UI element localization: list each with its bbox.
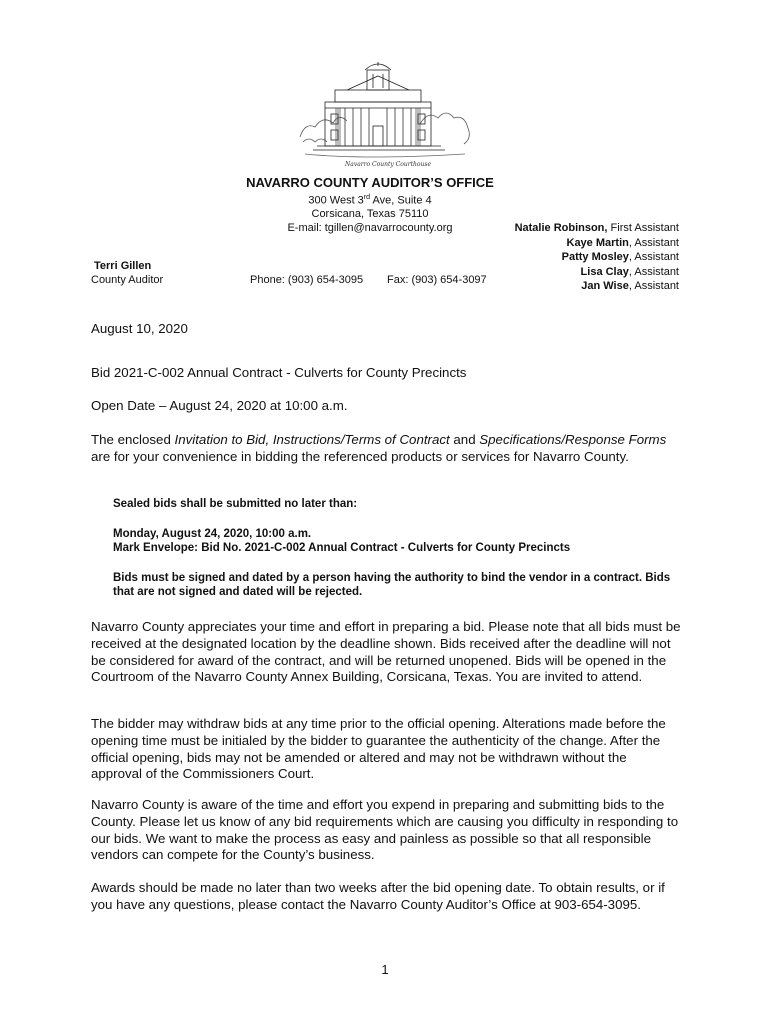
logo-caption: Navarro County Courthouse	[345, 161, 432, 168]
staff-item: Patty Mosley, Assistant	[561, 251, 679, 264]
intro-paragraph: The enclosed Invitation to Bid, Instructions/Terms of Contract and Specifications/Response Forms are for your convenience in bidding the referenced products or services for Navarro County.	[91, 432, 667, 464]
bid-deadline: Monday, August 24, 2020, 10:00 a.m.	[113, 528, 312, 540]
phone-number: Phone: (903) 654-3095	[250, 274, 364, 286]
open-date: Open Date – August 24, 2020 at 10:00 a.m.	[91, 398, 348, 413]
sealed-bids-heading: Sealed bids shall be submitted no later than:	[113, 498, 358, 510]
letter-date: August 10, 2020	[91, 321, 188, 336]
auditor-title: County Auditor	[91, 274, 164, 286]
staff-item: Kaye Martin, Assistant	[566, 236, 679, 249]
page-number: 1	[381, 962, 389, 977]
staff-item: Jan Wise, Assistant	[581, 280, 679, 293]
envelope-instruction: Mark Envelope: Bid No. 2021-C-002 Annual Contract - Culverts for County Precincts	[113, 542, 571, 554]
staff-item: Lisa Clay, Assistant	[580, 265, 679, 278]
address-line-1: 300 West 3rd Ave, Suite 4	[308, 194, 432, 207]
email-line: E-mail: tgillen@navarrocounty.org	[287, 222, 453, 234]
staff-item: Natalie Robinson, First Assistant	[514, 222, 679, 234]
staff-list	[515, 221, 679, 294]
paragraph-submission: Navarro County appreciates your time and effort in preparing a bid. Please note that all bids must be received at the designated location by the deadline shown. Bids received after the deadline will not be considered for award of the contract, and will be returned unopened. Bids will be opened in the Courtroom of the Navarro County Annex Building, Corsicana, Texas. You are invited to attend.	[91, 619, 681, 685]
office-title: NAVARRO COUNTY AUDITOR’S OFFICE	[246, 175, 494, 190]
signature-requirement: Bids must be signed and dated by a person having the authority to bind the vendor in a contract. Bids that are not signed and dated will be rejected.	[113, 572, 671, 598]
courthouse-logo	[295, 62, 475, 174]
paragraph-awards: Awards should be made no later than two weeks after the bid opening date. To obtain results, or if you have any questions, please contact the Navarro County Auditor’s Office at 903-654-3095.	[91, 880, 665, 912]
paragraph-withdrawal: The bidder may withdraw bids at any time prior to the official opening. Alterations made before the opening time must be initialed by the bidder to guarantee the authenticity of the change. After the official opening, bids may not be amended or altered and may not be withdrawn without the approval of the Commissioners Court.	[91, 716, 666, 782]
auditor-name: Terri Gillen	[94, 260, 152, 272]
paragraph-feedback: Navarro County is aware of the time and effort you expend in preparing and submitting bids to the County. Please let us know of any bid requirements which are causing you difficulty in responding to our bids. We want to make the process as easy and painless as possible so that all responsible vendors can compete for the County’s business.	[91, 797, 679, 863]
fax-number: Fax: (903) 654-3097	[387, 274, 487, 286]
address-line-2: Corsicana, Texas 75110	[311, 208, 429, 220]
bid-subject: Bid 2021-C-002 Annual Contract - Culverts for County Precincts	[91, 365, 467, 380]
